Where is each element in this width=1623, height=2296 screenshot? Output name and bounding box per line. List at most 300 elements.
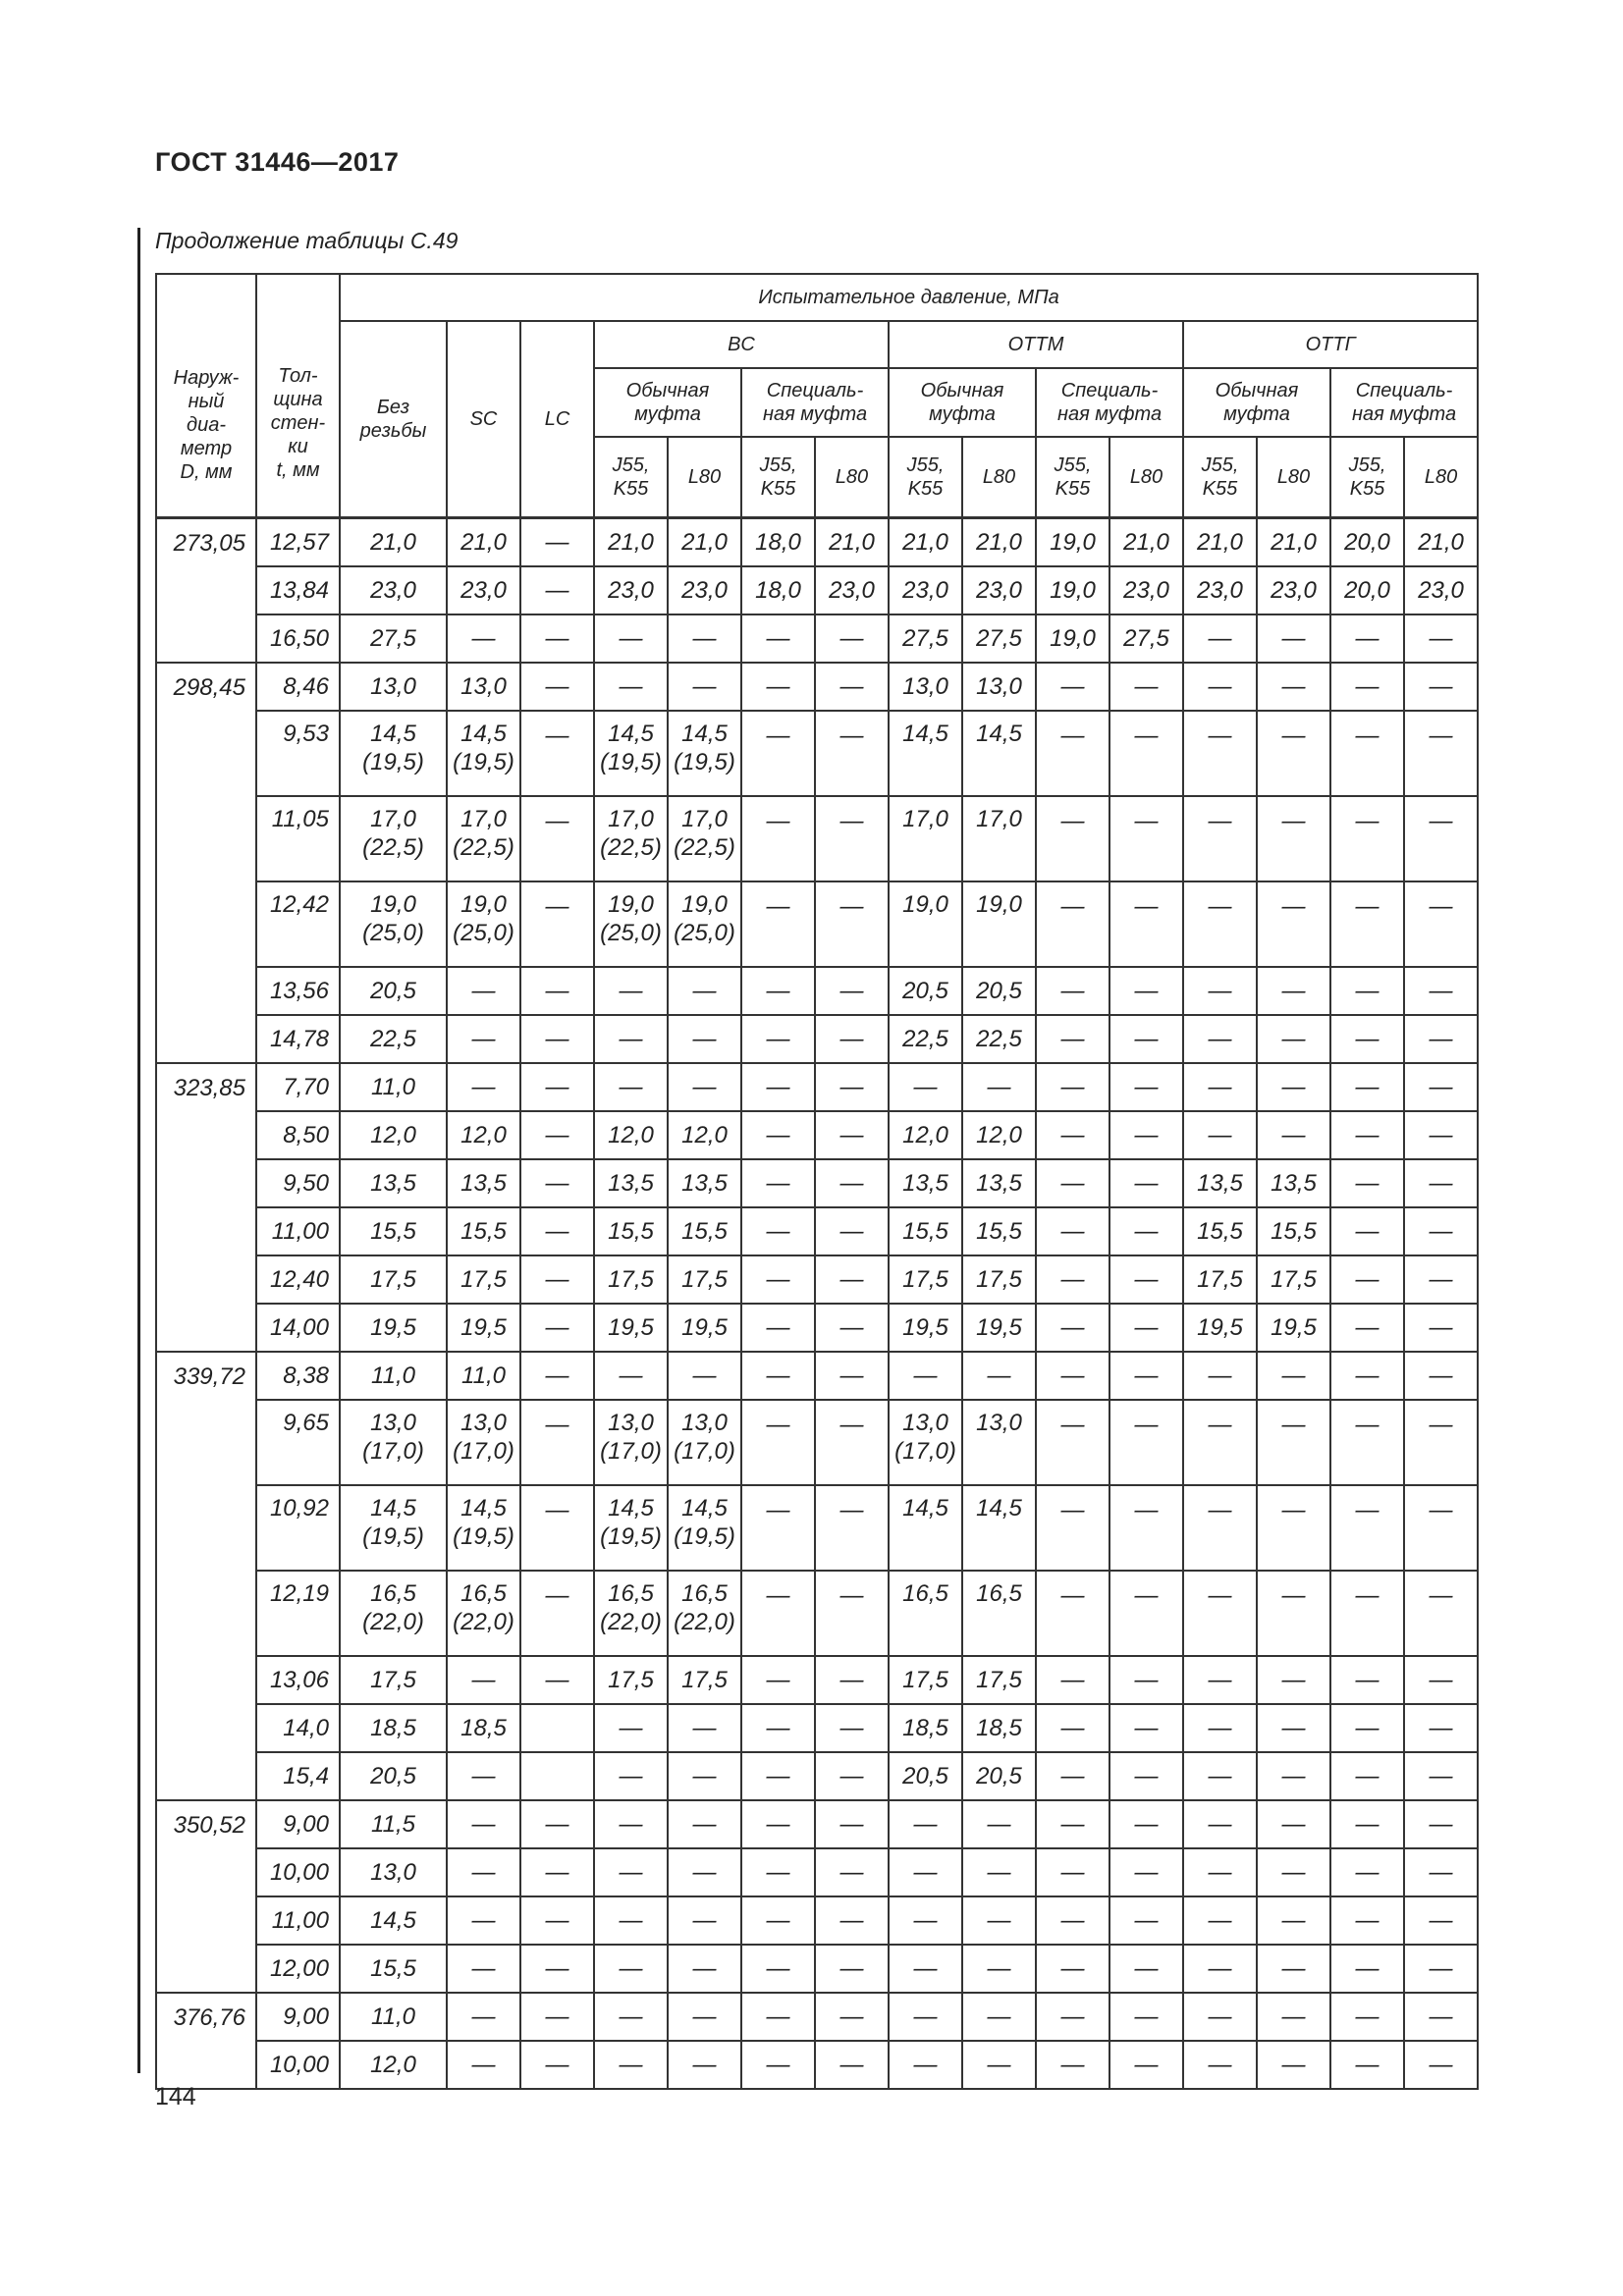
cell-pressure: 20,5	[340, 1752, 447, 1800]
cell-pressure: 23,0	[668, 566, 741, 614]
cell-wall-thickness: 11,00	[256, 1896, 340, 1945]
cell-pressure: —	[741, 881, 815, 967]
header-grade-j55: J55, K55	[889, 437, 962, 518]
cell-pressure: —	[889, 1848, 962, 1896]
cell-pressure: —	[1036, 796, 1109, 881]
cell-pressure: —	[1330, 1015, 1404, 1063]
cell-wall-thickness: 12,00	[256, 1945, 340, 1993]
cell-pressure: —	[594, 967, 668, 1015]
cell-pressure: —	[1036, 1571, 1109, 1656]
cell-pressure: 21,0	[1109, 518, 1183, 567]
cell-wall-thickness: 14,00	[256, 1304, 340, 1352]
cell-pressure: —	[447, 1848, 520, 1896]
cell-wall-thickness: 8,38	[256, 1352, 340, 1400]
test-pressure-table	[155, 273, 1479, 2090]
cell-pressure: —	[962, 1993, 1036, 2041]
cell-outer-diameter: 323,85	[156, 1063, 256, 1352]
cell-pressure: —	[889, 2041, 962, 2089]
cell-pressure: —	[520, 1945, 594, 1993]
cell-pressure: —	[1257, 881, 1330, 967]
cell-outer-diameter: 339,72	[156, 1352, 256, 1800]
cell-pressure: 11,5	[340, 1800, 447, 1848]
cell-pressure: —	[1036, 1704, 1109, 1752]
cell-pressure: —	[1257, 1111, 1330, 1159]
cell-pressure: —	[1183, 663, 1257, 711]
cell-pressure: —	[1330, 1063, 1404, 1111]
table-row	[156, 1063, 1478, 1111]
cell-pressure: —	[889, 1945, 962, 1993]
cell-pressure: —	[1257, 1400, 1330, 1485]
cell-pressure: —	[741, 1752, 815, 1800]
cell-pressure: —	[815, 1848, 889, 1896]
cell-pressure: 21,0	[962, 518, 1036, 567]
cell-pressure: —	[520, 1111, 594, 1159]
cell-pressure: —	[1404, 1159, 1478, 1207]
cell-pressure: —	[447, 1896, 520, 1945]
cell-pressure: —	[962, 1896, 1036, 1945]
cell-pressure: —	[1036, 1207, 1109, 1255]
header-grade-j55: J55, K55	[1036, 437, 1109, 518]
cell-pressure: —	[741, 1800, 815, 1848]
cell-pressure: 20,5	[962, 1752, 1036, 1800]
cell-pressure: —	[1036, 1752, 1109, 1800]
header-grade-l80: L80	[815, 437, 889, 518]
cell-pressure: —	[668, 1015, 741, 1063]
cell-wall-thickness: 16,50	[256, 614, 340, 663]
cell-wall-thickness: 9,00	[256, 1993, 340, 2041]
cell-pressure: —	[1257, 967, 1330, 1015]
cell-pressure: 16,5 (22,0)	[668, 1571, 741, 1656]
cell-pressure: —	[668, 967, 741, 1015]
cell-pressure: 23,0	[594, 566, 668, 614]
table-row	[156, 1111, 1478, 1159]
cell-pressure: —	[1404, 1255, 1478, 1304]
cell-pressure: —	[1109, 1656, 1183, 1704]
cell-pressure: —	[1330, 1207, 1404, 1255]
cell-pressure: —	[1330, 1571, 1404, 1656]
cell-wall-thickness: 13,84	[256, 566, 340, 614]
cell-pressure: —	[1183, 2041, 1257, 2089]
cell-pressure: —	[594, 614, 668, 663]
cell-pressure: 12,0	[447, 1111, 520, 1159]
cell-pressure: —	[1257, 1752, 1330, 1800]
cell-pressure: 20,5	[889, 1752, 962, 1800]
cell-pressure: —	[815, 1015, 889, 1063]
cell-pressure: —	[668, 1945, 741, 1993]
cell-wall-thickness: 8,50	[256, 1111, 340, 1159]
cell-pressure: —	[1183, 1485, 1257, 1571]
cell-pressure: —	[1404, 1571, 1478, 1656]
header-grade-l80: L80	[1404, 437, 1478, 518]
cell-pressure: 16,5 (22,0)	[340, 1571, 447, 1656]
cell-pressure: —	[1404, 1945, 1478, 1993]
cell-pressure: —	[1404, 1704, 1478, 1752]
cell-pressure: 22,5	[889, 1015, 962, 1063]
cell-pressure: 17,0 (22,5)	[447, 796, 520, 881]
cell-pressure: 14,5 (19,5)	[447, 1485, 520, 1571]
cell-pressure: —	[1404, 881, 1478, 967]
cell-pressure: —	[1330, 1255, 1404, 1304]
table-row	[156, 1945, 1478, 1993]
cell-pressure: 17,5	[889, 1255, 962, 1304]
cell-pressure: —	[520, 2041, 594, 2089]
cell-pressure: —	[1257, 1848, 1330, 1896]
cell-pressure: —	[1109, 1207, 1183, 1255]
cell-pressure: 15,5	[340, 1945, 447, 1993]
table-row	[156, 1896, 1478, 1945]
cell-pressure: 14,5 (19,5)	[340, 711, 447, 796]
cell-wall-thickness: 12,40	[256, 1255, 340, 1304]
header-lc: LC	[520, 321, 594, 518]
cell-pressure: —	[668, 1993, 741, 2041]
cell-pressure: —	[1036, 881, 1109, 967]
cell-pressure: 19,5	[1257, 1304, 1330, 1352]
cell-pressure: —	[889, 1063, 962, 1111]
cell-pressure: —	[1257, 1063, 1330, 1111]
cell-pressure: —	[1036, 1015, 1109, 1063]
cell-pressure: —	[1257, 1571, 1330, 1656]
cell-pressure: —	[594, 1848, 668, 1896]
table-row	[156, 796, 1478, 881]
cell-pressure: —	[1109, 1159, 1183, 1207]
cell-pressure: —	[668, 1800, 741, 1848]
cell-pressure: 17,5	[1183, 1255, 1257, 1304]
cell-wall-thickness: 9,50	[256, 1159, 340, 1207]
cell-pressure: —	[520, 1015, 594, 1063]
table-row	[156, 566, 1478, 614]
cell-pressure: —	[1330, 967, 1404, 1015]
cell-pressure: 12,0	[340, 2041, 447, 2089]
cell-pressure: —	[520, 1255, 594, 1304]
table-row	[156, 1207, 1478, 1255]
cell-pressure: —	[741, 1945, 815, 1993]
cell-pressure: —	[1109, 1848, 1183, 1896]
cell-pressure: —	[1183, 1704, 1257, 1752]
cell-pressure: —	[741, 1111, 815, 1159]
cell-pressure: —	[668, 1352, 741, 1400]
table-row	[156, 1848, 1478, 1896]
cell-pressure: 19,0	[962, 881, 1036, 967]
cell-pressure: —	[815, 663, 889, 711]
table-row	[156, 518, 1478, 567]
cell-pressure: 23,0	[340, 566, 447, 614]
cell-pressure: 27,5	[962, 614, 1036, 663]
cell-pressure: —	[741, 1304, 815, 1352]
cell-pressure: —	[668, 663, 741, 711]
cell-pressure: —	[1036, 1255, 1109, 1304]
cell-pressure: —	[1330, 1993, 1404, 2041]
cell-pressure: —	[1109, 1896, 1183, 1945]
cell-pressure: —	[889, 1896, 962, 1945]
revision-bar	[137, 228, 140, 2073]
cell-pressure: —	[1330, 796, 1404, 881]
cell-pressure: —	[889, 1993, 962, 2041]
cell-pressure: 17,5	[889, 1656, 962, 1704]
cell-pressure: —	[1109, 1752, 1183, 1800]
cell-pressure: —	[741, 1993, 815, 2041]
cell-pressure: —	[1330, 1752, 1404, 1800]
cell-pressure: 13,0	[340, 663, 447, 711]
table-row	[156, 1656, 1478, 1704]
cell-pressure: —	[1183, 1571, 1257, 1656]
cell-pressure: —	[1183, 796, 1257, 881]
header-grade-l80: L80	[668, 437, 741, 518]
cell-pressure: —	[520, 1159, 594, 1207]
header-grade-j55: J55, K55	[1183, 437, 1257, 518]
cell-pressure: 27,5	[1109, 614, 1183, 663]
cell-pressure: —	[1183, 1111, 1257, 1159]
cell-pressure: —	[447, 614, 520, 663]
cell-pressure: —	[520, 881, 594, 967]
cell-pressure: 14,5 (19,5)	[594, 711, 668, 796]
cell-pressure: —	[741, 614, 815, 663]
cell-pressure: —	[962, 2041, 1036, 2089]
cell-pressure: 23,0	[447, 566, 520, 614]
cell-pressure: 18,5	[340, 1704, 447, 1752]
cell-pressure: —	[1257, 796, 1330, 881]
cell-pressure: —	[447, 967, 520, 1015]
cell-pressure: 17,5	[668, 1656, 741, 1704]
cell-pressure: —	[1109, 1800, 1183, 1848]
cell-wall-thickness: 9,53	[256, 711, 340, 796]
cell-pressure: 13,5	[1257, 1159, 1330, 1207]
cell-pressure: —	[520, 1848, 594, 1896]
cell-pressure: —	[1330, 1485, 1404, 1571]
cell-pressure: —	[815, 1993, 889, 2041]
cell-pressure: —	[815, 1896, 889, 1945]
cell-pressure: —	[447, 2041, 520, 2089]
cell-pressure: —	[447, 1993, 520, 2041]
cell-pressure: —	[741, 663, 815, 711]
header-grade-j55: J55, K55	[1330, 437, 1404, 518]
cell-pressure: 17,5	[340, 1255, 447, 1304]
cell-pressure: —	[1330, 663, 1404, 711]
cell-pressure: 14,5 (19,5)	[668, 1485, 741, 1571]
table-row	[156, 1800, 1478, 1848]
cell-pressure: —	[447, 1015, 520, 1063]
cell-pressure: 19,0	[1036, 566, 1109, 614]
cell-pressure: —	[1404, 1400, 1478, 1485]
cell-pressure: 15,5	[447, 1207, 520, 1255]
cell-pressure: 17,5	[962, 1656, 1036, 1704]
cell-pressure: —	[741, 1207, 815, 1255]
table-row	[156, 1571, 1478, 1656]
cell-pressure: 19,0 (25,0)	[594, 881, 668, 967]
cell-pressure: 19,5	[340, 1304, 447, 1352]
cell-pressure: —	[741, 711, 815, 796]
cell-pressure: —	[1257, 1656, 1330, 1704]
cell-pressure: 23,0	[1404, 566, 1478, 614]
cell-pressure: —	[1036, 663, 1109, 711]
cell-pressure: —	[668, 1848, 741, 1896]
cell-pressure: —	[1036, 1063, 1109, 1111]
cell-pressure: —	[962, 1063, 1036, 1111]
cell-pressure: —	[520, 1400, 594, 1485]
cell-pressure: —	[741, 1255, 815, 1304]
cell-pressure: —	[1109, 967, 1183, 1015]
cell-pressure: —	[1404, 1207, 1478, 1255]
cell-wall-thickness: 12,42	[256, 881, 340, 967]
cell-pressure: 13,0	[447, 663, 520, 711]
cell-pressure: —	[594, 1704, 668, 1752]
cell-wall-thickness: 12,57	[256, 518, 340, 567]
cell-pressure: 15,5	[340, 1207, 447, 1255]
cell-pressure: 13,0 (17,0)	[889, 1400, 962, 1485]
header-grade-l80: L80	[1109, 437, 1183, 518]
cell-pressure: —	[520, 711, 594, 796]
table-body	[156, 518, 1478, 2090]
cell-pressure: —	[1330, 1304, 1404, 1352]
cell-pressure: 21,0	[340, 518, 447, 567]
cell-pressure: —	[447, 1752, 520, 1800]
cell-pressure: 13,0 (17,0)	[447, 1400, 520, 1485]
cell-pressure: —	[1036, 711, 1109, 796]
cell-pressure: —	[1183, 1993, 1257, 2041]
cell-pressure: 20,5	[962, 967, 1036, 1015]
cell-pressure: —	[962, 1800, 1036, 1848]
cell-pressure: —	[1109, 1400, 1183, 1485]
cell-pressure: —	[1404, 1993, 1478, 2041]
cell-pressure: 14,5 (19,5)	[594, 1485, 668, 1571]
cell-pressure: —	[1257, 1993, 1330, 2041]
cell-pressure: —	[1036, 1352, 1109, 1400]
cell-pressure: —	[1330, 1945, 1404, 1993]
cell-pressure: —	[1109, 711, 1183, 796]
header-ottg: ОТТГ	[1183, 321, 1478, 368]
cell-pressure: —	[741, 1848, 815, 1896]
cell-pressure: —	[815, 967, 889, 1015]
cell-pressure: —	[1183, 1063, 1257, 1111]
cell-wall-thickness: 11,05	[256, 796, 340, 881]
cell-pressure: 14,5	[889, 711, 962, 796]
cell-pressure: 19,0	[1036, 518, 1109, 567]
cell-pressure: —	[1404, 1304, 1478, 1352]
cell-pressure: 16,5	[962, 1571, 1036, 1656]
cell-pressure: 11,0	[447, 1352, 520, 1400]
cell-pressure: —	[1183, 1752, 1257, 1800]
cell-pressure: —	[1257, 1896, 1330, 1945]
cell-pressure: —	[962, 1848, 1036, 1896]
cell-pressure: —	[1036, 2041, 1109, 2089]
cell-pressure: 19,5	[668, 1304, 741, 1352]
cell-pressure: —	[741, 1571, 815, 1656]
cell-pressure: —	[1036, 1111, 1109, 1159]
cell-pressure: 13,0 (17,0)	[340, 1400, 447, 1485]
cell-pressure: —	[1404, 1896, 1478, 1945]
cell-pressure: —	[1183, 1945, 1257, 1993]
cell-wall-thickness: 14,78	[256, 1015, 340, 1063]
cell-pressure: —	[668, 1752, 741, 1800]
cell-pressure: 12,0	[668, 1111, 741, 1159]
page-number: 144	[155, 2083, 196, 2110]
cell-pressure: 16,5 (22,0)	[447, 1571, 520, 1656]
cell-pressure: 17,5	[962, 1255, 1036, 1304]
cell-pressure: —	[1330, 881, 1404, 967]
cell-pressure: —	[1036, 1993, 1109, 2041]
table-row	[156, 1352, 1478, 1400]
cell-pressure: 20,5	[340, 967, 447, 1015]
cell-pressure: —	[1404, 796, 1478, 881]
cell-pressure: —	[520, 663, 594, 711]
cell-pressure: —	[1109, 1352, 1183, 1400]
header-ottm-special: Специаль- ная муфта	[1036, 368, 1183, 437]
cell-pressure: 21,0	[1404, 518, 1478, 567]
cell-wall-thickness: 13,06	[256, 1656, 340, 1704]
cell-pressure: 17,0	[962, 796, 1036, 881]
cell-pressure: —	[1183, 1656, 1257, 1704]
cell-wall-thickness: 14,0	[256, 1704, 340, 1752]
cell-pressure: —	[741, 1656, 815, 1704]
cell-pressure: 13,5	[1183, 1159, 1257, 1207]
cell-pressure: —	[594, 1752, 668, 1800]
cell-pressure: 14,5 (19,5)	[447, 711, 520, 796]
cell-pressure: —	[1404, 1352, 1478, 1400]
cell-pressure: —	[447, 1800, 520, 1848]
table-row	[156, 1485, 1478, 1571]
cell-pressure: —	[1183, 1352, 1257, 1400]
cell-pressure: —	[1330, 1656, 1404, 1704]
cell-outer-diameter: 273,05	[156, 518, 256, 664]
cell-pressure: —	[815, 1656, 889, 1704]
cell-pressure: 23,0	[889, 566, 962, 614]
cell-pressure: —	[1183, 614, 1257, 663]
cell-pressure: 15,5	[962, 1207, 1036, 1255]
table-caption: Продолжение таблицы С.49	[155, 228, 459, 253]
cell-pressure: 15,5	[1183, 1207, 1257, 1255]
cell-pressure: —	[668, 614, 741, 663]
cell-pressure: 21,0	[1183, 518, 1257, 567]
cell-pressure: 22,5	[340, 1015, 447, 1063]
header-ottg-regular: Обычная муфта	[1183, 368, 1330, 437]
cell-pressure: —	[520, 1304, 594, 1352]
cell-pressure: —	[815, 881, 889, 967]
cell-pressure: —	[447, 1656, 520, 1704]
cell-pressure: —	[815, 1400, 889, 1485]
cell-pressure: —	[1257, 1704, 1330, 1752]
header-bc-special: Специаль- ная муфта	[741, 368, 889, 437]
header-outer-diameter: Наруж- ный диа- метр D, мм	[156, 274, 256, 518]
cell-pressure: 15,5	[668, 1207, 741, 1255]
cell-pressure: —	[1330, 2041, 1404, 2089]
cell-pressure: 13,0	[962, 663, 1036, 711]
cell-pressure: —	[1036, 967, 1109, 1015]
cell-pressure: 13,5	[340, 1159, 447, 1207]
cell-pressure: —	[1257, 711, 1330, 796]
table-row	[156, 1704, 1478, 1752]
cell-wall-thickness: 13,56	[256, 967, 340, 1015]
header-ottg-special: Специаль- ная муфта	[1330, 368, 1478, 437]
cell-pressure: 13,0	[962, 1400, 1036, 1485]
header-bc: BC	[594, 321, 889, 368]
cell-pressure: —	[1330, 711, 1404, 796]
cell-pressure: —	[1183, 1896, 1257, 1945]
cell-pressure: —	[815, 1485, 889, 1571]
cell-pressure: 14,5	[962, 711, 1036, 796]
header-sc: SC	[447, 321, 520, 518]
cell-pressure: —	[594, 663, 668, 711]
cell-outer-diameter: 376,76	[156, 1993, 256, 2089]
cell-pressure: 21,0	[668, 518, 741, 567]
cell-pressure: 12,0	[340, 1111, 447, 1159]
cell-pressure: 23,0	[815, 566, 889, 614]
cell-pressure: —	[1109, 1485, 1183, 1571]
table-row	[156, 1255, 1478, 1304]
cell-pressure: —	[1330, 1704, 1404, 1752]
cell-pressure: —	[520, 1571, 594, 1656]
cell-pressure: —	[520, 1485, 594, 1571]
cell-pressure: 11,0	[340, 1993, 447, 2041]
cell-pressure: 14,5 (19,5)	[668, 711, 741, 796]
